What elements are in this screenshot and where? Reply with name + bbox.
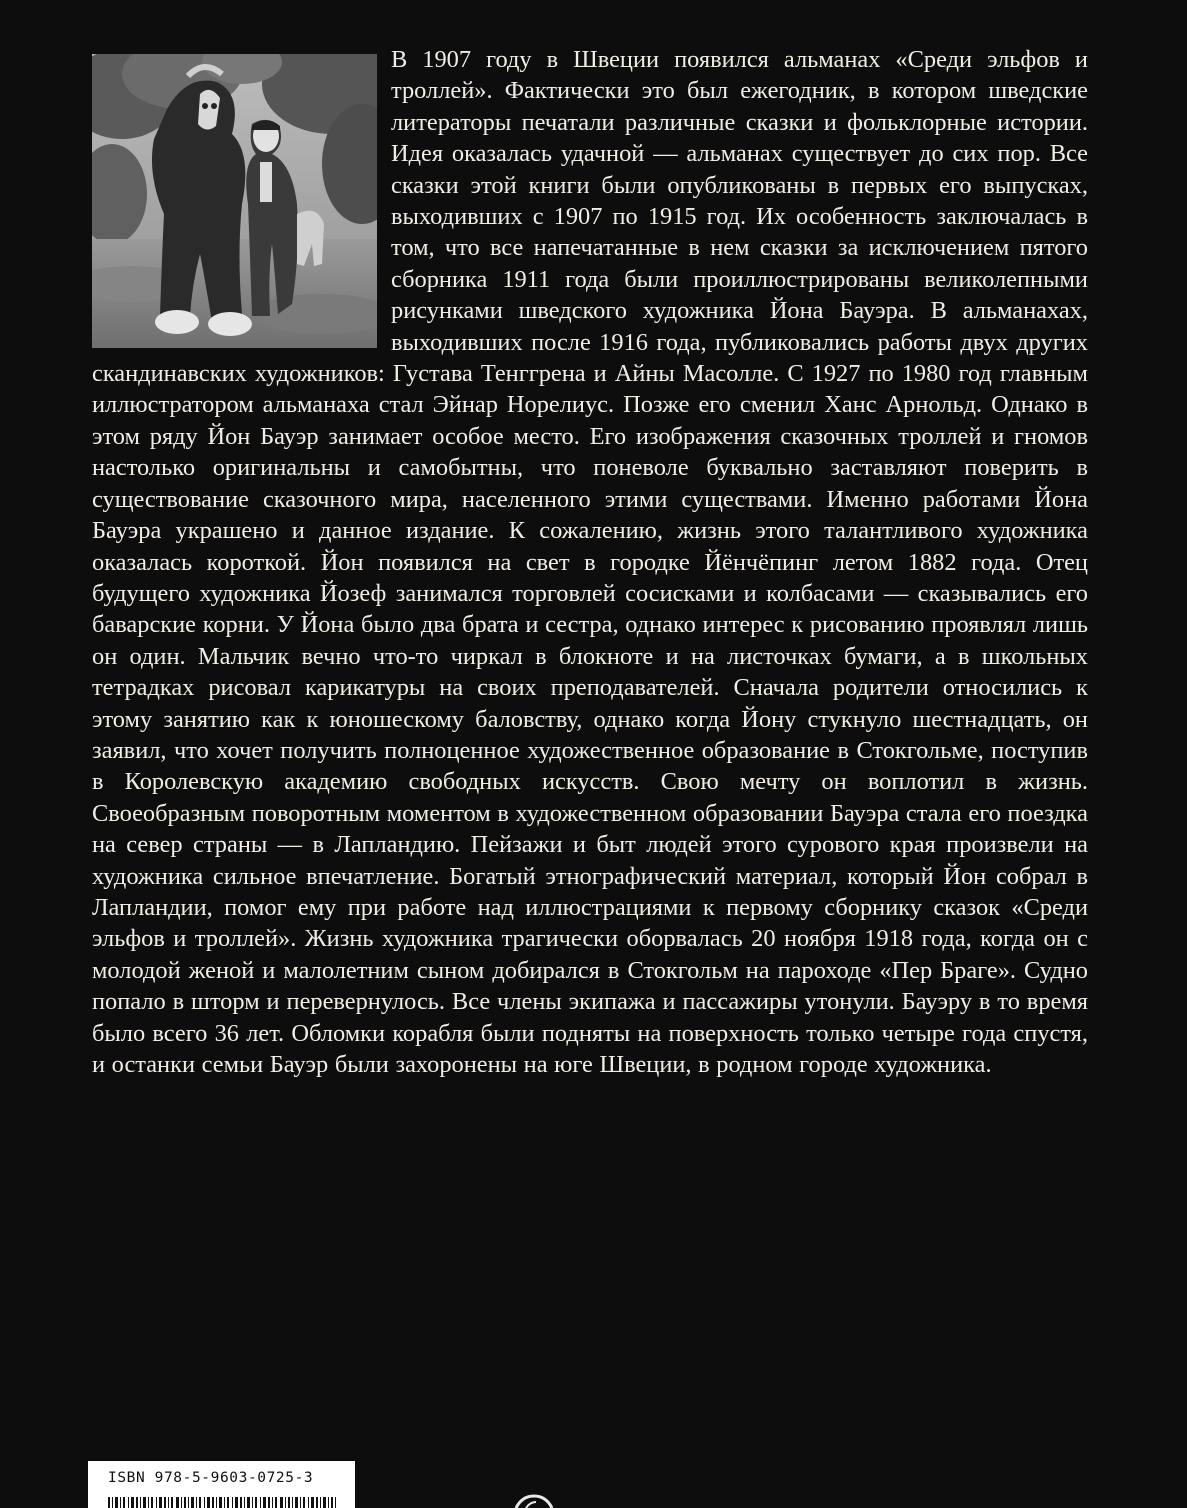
photo-troll-and-artist [92, 54, 377, 348]
isbn-barcode [88, 1461, 355, 1508]
isbn-label: ISBN 978-5-9603-0725-3 [108, 1470, 314, 1486]
barcode-bars-icon [108, 1497, 338, 1508]
cover-text-block [92, 44, 1088, 1080]
publisher-logo-icon [512, 1494, 556, 1508]
cover-paragraph: В 1907 году в Швеции появился альманах «Среди эльфов и троллей». Фактически это был ежегодник, в котором шведские литераторы печатали различные сказки и фольклорные истории. Идея оказалась удачной — альманах существует до сих пор. Все сказки этой книги были опубликованы в первых его выпусках, выходивших с 1907 по 1915 год. Их особенность заключалась в том, что все напечатанные в нем сказки за исключением пятого сборника 1911 года были проиллюстрированы великолепными рисунками шведского художника Йона Бауэра. В альманахах, выходивших после 1916 года, публиковались работы двух других скандинавских художников: Густава Тенггрена и Айны Масолле. С 1927 по 1980 год главным иллюстратором альманаха стал Эйнар Норелиус. Позже его сменил Ханс Арнольд. Однако в этом ряду Йон Бауэр занимает особое место. Его изображения сказочных троллей и гномов настолько оригинальны и самобытны, что поневоле буквально заставляют поверить в существование сказочного мира, населенного этими существами. Именно работами Йона Бауэра украшено и данное издание. К сожалению, жизнь этого талантливого художника оказалась короткой. Йон появился на свет в городке Йёнчёпинг летом 1882 года. Отец будущего художника Йозеф занимался торговлей сосисками и колбасами — сказывались его баварские корни. У Йона было два брата и сестра, однако интерес к рисованию проявлял лишь он один. Мальчик вечно что-то чиркал в блокноте и на листочках бумаги, а в школьных тетрадках рисовал карикатуры на своих преподавателей. Сначала родители относились к этому занятию как к юношескому баловству, однако когда Йону стукнуло шестнадцать, он заявил, что хочет получить полноценное художественное образование в Стокгольме, поступив в Королевскую академию свободных искусств. Свою мечту он воплотил в жизнь. Своеобразным поворотным моментом в художественном образовании Бауэра стала его поездка на север страны — в Лапландию. Пейзажи и быт людей этого сурового края произвели на художника сильное впечатление. Богатый этнографический материал, который Йон собрал в Лапландии, помог ему при работе над иллюстрациями к первому сборнику сказок «Среди эльфов и троллей». Жизнь художника трагически оборвалась 20 ноября 1918 года, когда он с молодой женой и малолетним сыном добирался в Стокгольм на пароходе «Пер Браге». Судно попало в шторм и перевернулось. Все члены экипажа и пассажиры утонули. Бауэру в то время было всего 36 лет. Обломки корабля были подняты на поверхность только четыре года спустя, и останки семьи Бауэр были захоронены на юге Швеции, в родном городе художника. [92, 46, 1088, 1078]
